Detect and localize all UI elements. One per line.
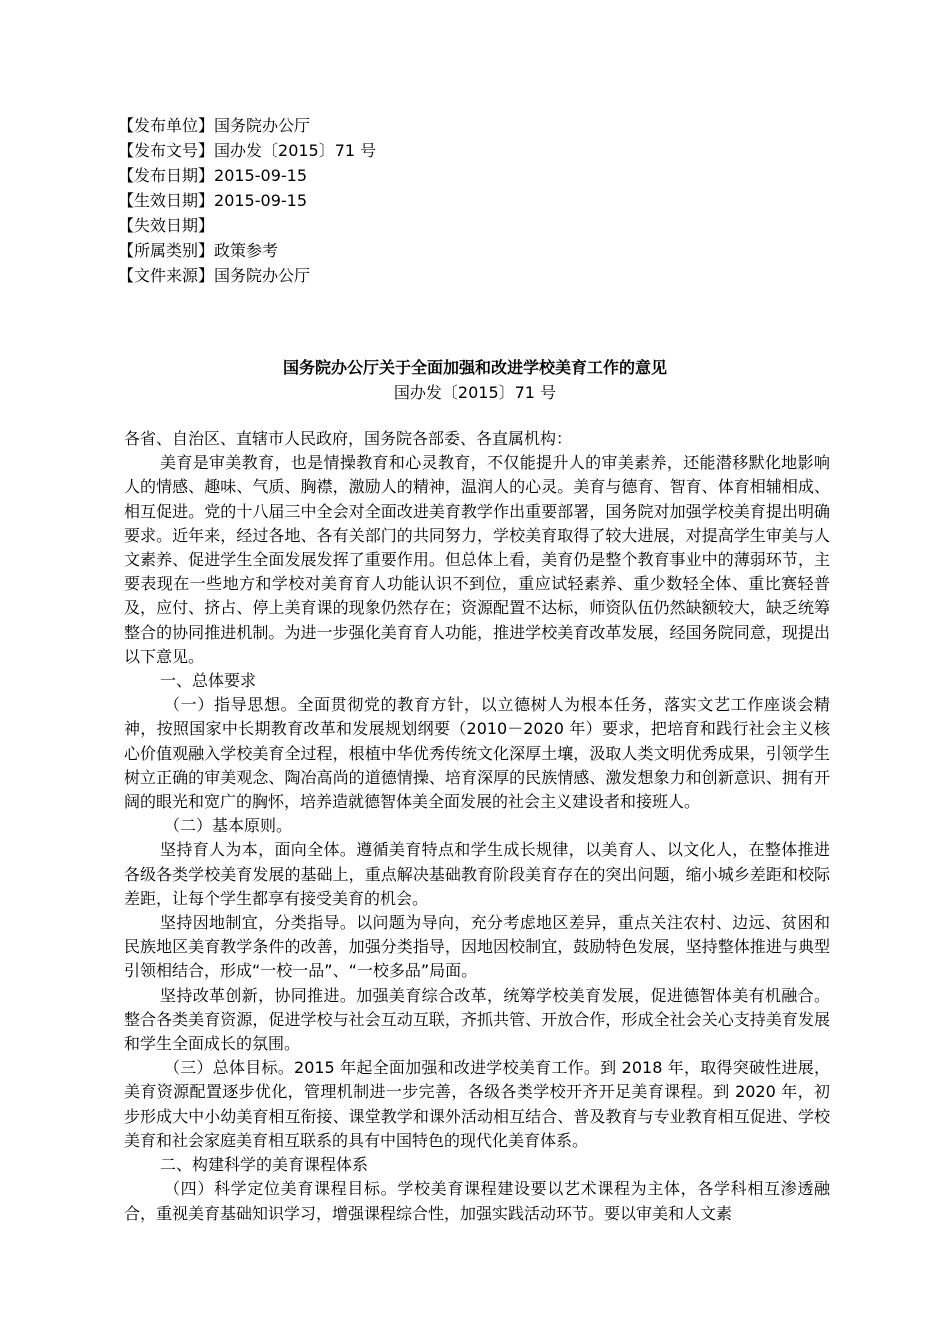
meta-value: 2015-09-15: [214, 166, 307, 185]
salutation: 各省、自治区、直辖市人民政府，国务院各部委、各直属机构：: [124, 429, 573, 448]
meta-label: 【所属类别】: [118, 241, 215, 260]
meta-value: 国办发〔2015〕71 号: [214, 141, 377, 160]
paragraph-intro: 美育是审美教育，也是情操教育和心灵教育，不仅能提升人的审美素养，还能潜移默化地影响人的情感、趣味、气质、胸襟，激励人的精神，温润人的心灵。美育与德育、智育、体育相辅相成、相互促进。党的十八届三中全会对全面改进美育教学作出重要部署，国务院对加强学校美育提出明确要求。近年来，经过各地、各有关部门的共同努力，学校美育取得了较大进展，对提高学生审美与人文素养、促进学生全面发展发挥了重要作用。但总体上看，美育仍是整个教育事业中的薄弱环节，主要表现在一些地方和学校对美育育人功能认识不到位，重应试轻素养、重少数轻全体、重比赛轻普及，应付、挤占、停上美育课的现象仍然存在；资源配置不达标，师资队伍仍然缺额较大，缺乏统筹整合的协同推进机制。为进一步强化美育育人功能，推进学校美育改革发展，经国务院同意，现提出以下意见。: [124, 453, 830, 666]
document-body: [124, 427, 830, 1226]
paragraph-principle-2: 坚持因地制宜，分类指导。以问题为导向，充分考虑地区差异，重点关注农村、边远、贫困和民族地区美育教学条件的改善，加强分类指导，因地因校制宜，鼓励特色发展，坚持整体推进与典型引领相结合，形成“一校一品”、“一校多品”局面。: [124, 913, 830, 981]
meta-label: 【发布文号】: [118, 141, 215, 160]
paragraph-principle-3: 坚持改革创新，协同推进。加强美育综合改革，统筹学校美育发展，促进德智体美有机融合。整合各类美育资源，促进学校与社会互动互联，齐抓共管、开放合作，形成全社会关心支持美育发展和学生全面成长的氛围。: [124, 985, 830, 1054]
meta-publisher: [118, 113, 376, 138]
meta-source: [118, 263, 376, 288]
meta-value: 政策参考: [214, 241, 279, 260]
document-title: 国务院办公厅关于全面加强和改进学校美育工作的意见: [282, 358, 667, 377]
meta-category: [118, 238, 376, 263]
meta-expiry-date: [118, 213, 376, 238]
meta-label: 【生效日期】: [118, 191, 215, 210]
section-heading-2: 二、构建科学的美育课程体系: [160, 1155, 369, 1175]
meta-value: 国务院办公厅: [214, 266, 311, 285]
paragraph-overall-goal: （三）总体目标。2015 年起全面加强和改进学校美育工作。到 2018 年，取得突破性进展，美育资源配置逐步优化，管理机制进一步完善，各级各类学校开齐开足美育课程。到 2020 年，初步形成大中小幼美育相互衔接、课堂教学和课外活动相互结合、普及教育与专业教育相互促进、学校美育和社会家庭美育相互联系的具有中国特色的现代化美育体系。: [124, 1058, 830, 1150]
paragraph-guiding-ideology: （一）指导思想。全面贯彻党的教育方针，以立德树人为根本任务，落实文艺工作座谈会精神，按照国家中长期教育改革和发展规划纲要（2010－2020 年）要求，把培育和践行社会主义核心价值观融入学校美育全过程，根植中华优秀传统文化深厚土壤，汲取人类文明优秀成果，引领学生树立正确的审美观念、陶冶高尚的道德情操、培育深厚的民族情感、激发想象力和创新意识、拥有开阔的眼光和宽广的胸怀，培养造就德智体美全面发展的社会主义建设者和接班人。: [124, 695, 830, 812]
document-number: 国办发〔2015〕71 号: [393, 383, 557, 402]
meta-label: 【文件来源】: [118, 266, 215, 285]
meta-effective-date: [118, 188, 376, 213]
meta-doc-number: [118, 138, 376, 163]
meta-label: 【发布日期】: [118, 166, 215, 185]
paragraph-curriculum-goal: （四）科学定位美育课程目标。学校美育课程建设要以艺术课程为主体，各学科相互渗透融合，重视美育基础知识学习，增强课程综合性，加强实践活动环节。要以审美和人文素: [124, 1179, 830, 1223]
paragraph-principle-1: 坚持育人为本，面向全体。遵循美育特点和学生成长规律，以美育人、以文化人，在整体推进各级各类学校美育发展的基础上，重点解决基础教育阶段美育存在的突出问题，缩小城乡差距和校际差距，让每个学生都享有接受美育的机会。: [124, 840, 830, 908]
paragraph-basic-principles: （二）基本原则。: [164, 816, 293, 836]
metadata-block: [118, 113, 376, 288]
meta-publish-date: [118, 163, 376, 188]
section-heading-1: 一、总体要求: [160, 671, 257, 691]
meta-value: 2015-09-15: [214, 191, 307, 210]
meta-value: 国务院办公厅: [214, 116, 311, 135]
meta-label: 【失效日期】: [118, 216, 215, 235]
meta-label: 【发布单位】: [118, 116, 215, 135]
